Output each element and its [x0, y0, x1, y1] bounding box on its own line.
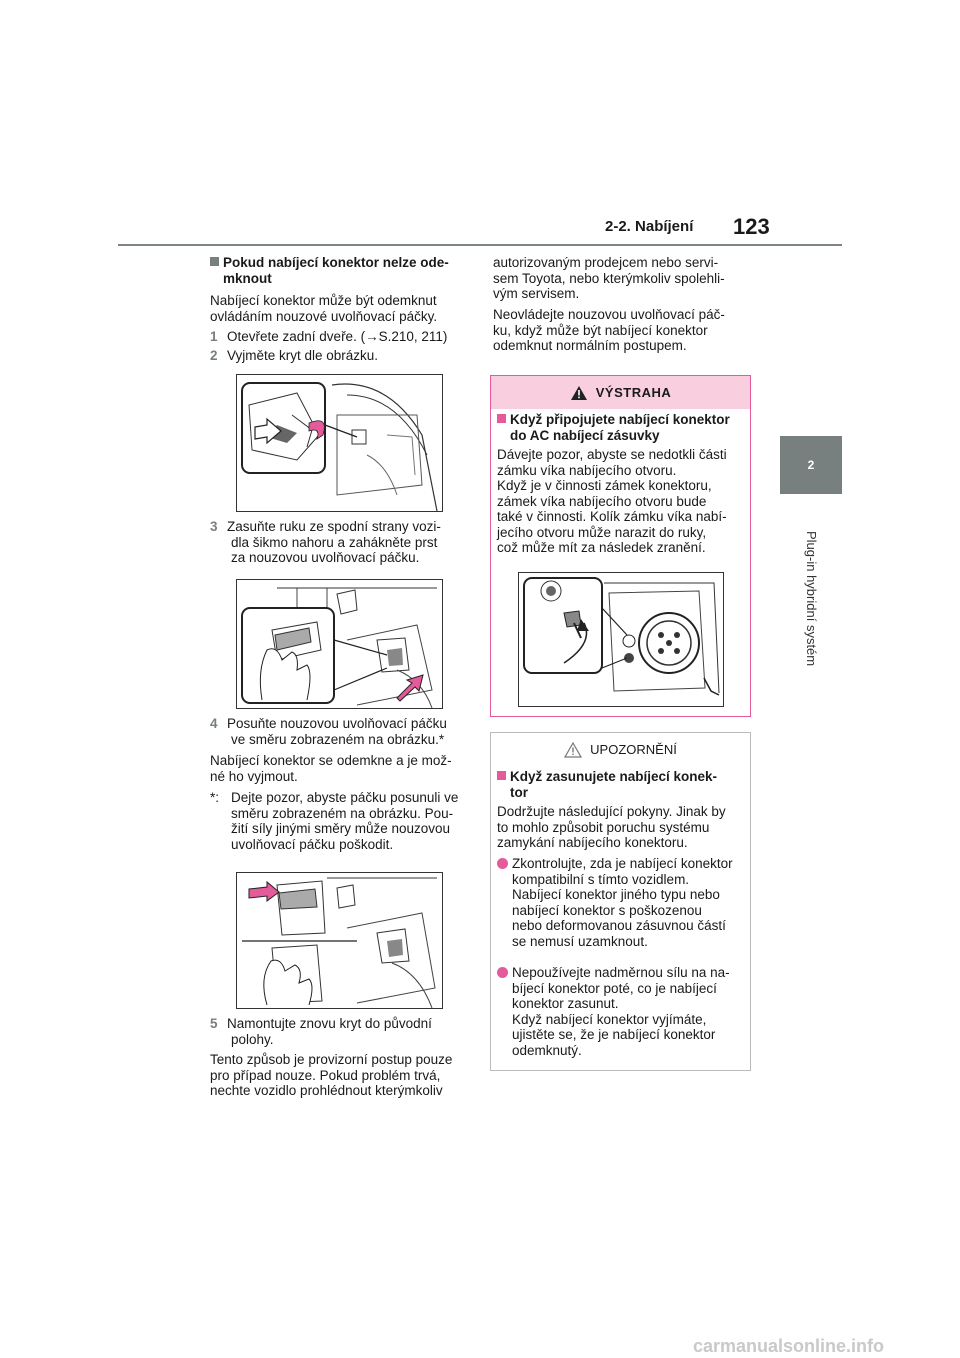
- footnote-line: směru zobrazeném na obrázku. Pou-: [231, 805, 454, 821]
- lever-illustration: [237, 580, 442, 708]
- text-line: také v činnosti. Kolík zámku víka nabí-: [497, 509, 727, 524]
- figure-remove-cover: [236, 374, 443, 512]
- text-line: ku, když může být nabíjecí konektor: [493, 322, 708, 338]
- figure-push-lever: [236, 872, 443, 1009]
- step-4: [210, 716, 480, 747]
- bullet-line: Nabíjecí konektor jiného typu nebo: [512, 887, 720, 902]
- text-line: sem Toyota, nebo kterýmkoliv spolehli-: [493, 270, 725, 286]
- text-line: což může mít za následek zranění.: [497, 540, 706, 555]
- heading-square-icon: [497, 771, 506, 780]
- bullet-line: odemknutý.: [512, 1042, 582, 1058]
- bullet-line: konektor zasunut.: [512, 996, 619, 1011]
- bullet-icon: [497, 858, 508, 869]
- text-line: Nabíjecí konektor může být odemknut: [210, 293, 437, 308]
- charging-inlet-illustration: [519, 573, 723, 706]
- step-text: polohy.: [231, 1031, 274, 1047]
- chapter-title: Plug-in hybridní systém: [804, 531, 819, 667]
- step-text: Zasuňte ruku ze spodní strany vozi-: [227, 519, 441, 534]
- warning-triangle-icon: [570, 385, 588, 401]
- chapter-number: 2: [807, 458, 815, 472]
- caution-bullet-1: [497, 856, 747, 949]
- footnote-line: uvolňovací páčku poškodit.: [231, 836, 394, 852]
- text-line: to mohlo způsobit poruchu systému: [497, 819, 710, 835]
- heading-line: Když zasunujete nabíjecí konek-: [510, 769, 718, 784]
- text-line: pro případ nouze. Pokud problém trvá,: [210, 1067, 441, 1083]
- caution-bullet-2: [497, 965, 747, 1058]
- text-line: zámku víka nabíjecího otvoru.: [497, 462, 677, 478]
- bullet-line: kompatibilní s tímto vozidlem.: [512, 871, 690, 887]
- after-step-4: [210, 753, 480, 784]
- bullet-line: se nemusí uzamknout.: [512, 933, 648, 949]
- heading-line: Když připojujete nabíjecí konektor: [510, 412, 730, 427]
- caution-box: [490, 732, 751, 1071]
- section-title: 2-2. Nabíjení: [605, 218, 694, 235]
- closing-paragraph: [210, 1052, 480, 1099]
- step-number: 5: [210, 1016, 218, 1031]
- warning-box: [490, 375, 751, 717]
- figure-reach-lever: [236, 579, 443, 709]
- text-line: odemknut normálním postupem.: [493, 338, 687, 353]
- caution-heading: [497, 769, 747, 800]
- header-rule: [118, 244, 842, 246]
- step-number: 2: [210, 348, 218, 363]
- left-heading: [210, 255, 480, 286]
- footnote: [210, 790, 480, 852]
- text-line: Tento způsob je provizorní postup pouze: [210, 1052, 453, 1067]
- text-line: ovládáním nouzové uvolňovací páčky.: [210, 308, 438, 324]
- heading-line: Pokud nabíjecí konektor nelze ode-: [223, 255, 449, 270]
- step-3: [210, 519, 480, 566]
- step-number: 4: [210, 716, 218, 731]
- step-number: 1: [210, 329, 218, 344]
- step-text: Vyjměte kryt dle obrázku.: [227, 348, 379, 363]
- chapter-tab: [780, 436, 842, 494]
- caution-intro: [497, 804, 747, 851]
- warning-body: [497, 447, 747, 556]
- heading-square-icon: [210, 257, 219, 266]
- caution-triangle-icon: [564, 742, 582, 758]
- intro-paragraph: [210, 293, 480, 324]
- footnote-line: žití síly jinými směry může nouzovou: [231, 821, 451, 836]
- step-text: za nouzovou uvolňovací páčku.: [231, 550, 420, 565]
- warning-title: VÝSTRAHA: [595, 385, 672, 400]
- heading-square-icon: [497, 414, 506, 423]
- watermark: carmanualsonline.info: [693, 1336, 885, 1356]
- text-line: autorizovaným prodejcem nebo servi-: [493, 255, 719, 270]
- step-5: [210, 1016, 480, 1047]
- text-line: né ho vyjmout.: [210, 768, 298, 784]
- step-text: Posuňte nouzovou uvolňovací páčku: [227, 716, 447, 731]
- lever-note-paragraph: [493, 307, 753, 354]
- bullet-line: bíjecí konektor poté, co je nabíjecí: [512, 980, 717, 996]
- text-line: Neovládejte nouzovou uvolňovací páč-: [493, 307, 725, 322]
- heading-line: do AC nabíjecí zásuvky: [510, 427, 660, 443]
- text-line: Nabíjecí konektor se odemkne a je mož-: [210, 753, 452, 768]
- bullet-icon: [497, 967, 508, 978]
- footnote-line: Dejte pozor, abyste páčku posunuli ve: [231, 790, 459, 805]
- text-line: zámek víka nabíjecího otvoru bude: [497, 493, 707, 509]
- heading-line: tor: [510, 784, 528, 800]
- text-line: Dávejte pozor, abyste se nedotkli části: [497, 447, 727, 462]
- step-text: Otevřete zadní dveře. (→S.210, 211): [227, 329, 448, 344]
- bullet-line: ujistěte se, že je nabíjecí konektor: [512, 1027, 716, 1042]
- push-lever-illustration: [237, 873, 442, 1008]
- step-1: [210, 329, 480, 345]
- step-number: 3: [210, 519, 218, 534]
- bullet-line: Když nabíjecí konektor vyjímáte,: [512, 1011, 707, 1027]
- step-2: [210, 348, 480, 364]
- warning-header: [491, 376, 750, 409]
- step-text: Namontujte znovu kryt do původní: [227, 1016, 432, 1031]
- step-text: ve směru zobrazeném na obrázku.*: [231, 731, 445, 747]
- text-line: vým servisem.: [493, 286, 580, 301]
- heading-line: mknout: [223, 270, 272, 286]
- page-number: 123: [733, 214, 770, 239]
- bullet-line: Nepoužívejte nadměrnou sílu na na-: [512, 965, 730, 980]
- cover-illustration: [237, 375, 442, 511]
- continued-paragraph: [493, 255, 753, 302]
- step-text: dla šikmo nahoru a zahákněte prst: [231, 534, 438, 550]
- figure-charging-inlet: [518, 572, 724, 707]
- text-line: Dodržujte následující pokyny. Jinak by: [497, 804, 726, 819]
- bullet-line: Zkontrolujte, zda je nabíjecí konektor: [512, 856, 733, 871]
- footnote-mark: *:: [210, 790, 220, 805]
- warning-heading: [497, 412, 747, 443]
- text-line: Když je v činnosti zámek konektoru,: [497, 478, 712, 493]
- caution-title: UPOZORNĚNÍ: [590, 742, 677, 757]
- text-line: jecího otvoru může narazit do ruky,: [497, 524, 707, 540]
- text-line: nechte vozidlo prohlédnout kterýmkoliv: [210, 1083, 443, 1098]
- text-line: zamykání nabíjecího konektoru.: [497, 835, 688, 850]
- bullet-line: nebo deformovanou zásuvnou částí: [512, 918, 726, 933]
- bullet-line: nabíjecí konektor s poškozenou: [512, 902, 702, 918]
- caution-header: [491, 733, 750, 766]
